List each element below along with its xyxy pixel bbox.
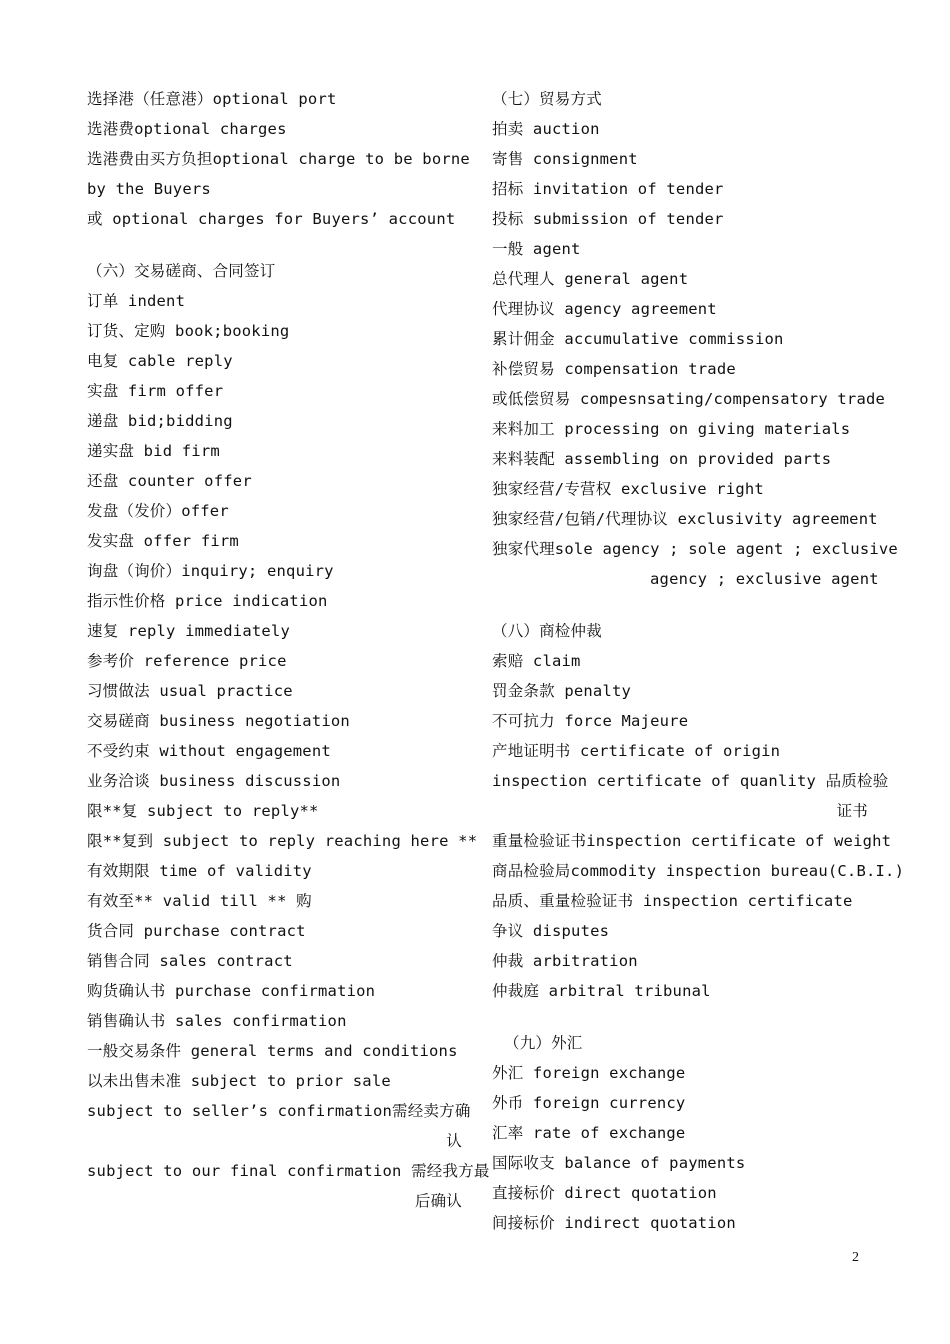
right-column bbox=[492, 84, 905, 1238]
glossary-entry: 总代理人 general agent bbox=[492, 270, 689, 288]
glossary-entry-continuation: agency ; exclusive agent bbox=[650, 570, 879, 588]
glossary-entry-continuation: 认 bbox=[446, 1132, 462, 1150]
glossary-entry: by the Buyers bbox=[87, 180, 211, 198]
glossary-entry: 货合同 purchase contract bbox=[87, 922, 306, 940]
glossary-entry: 外汇 foreign exchange bbox=[492, 1064, 686, 1082]
glossary-entry: 速复 reply immediately bbox=[87, 622, 290, 640]
glossary-entry: 一般 agent bbox=[492, 240, 581, 258]
glossary-entry: 争议 disputes bbox=[492, 922, 610, 940]
glossary-entry: 代理协议 agency agreement bbox=[492, 300, 717, 318]
section-heading: （八）商检仲裁 bbox=[492, 622, 602, 640]
glossary-entry-continuation: 证书 bbox=[836, 802, 868, 820]
glossary-entry: 商品检验局commodity inspection bureau(C.B.I.) bbox=[492, 862, 905, 880]
glossary-entry: 限**复到 subject to reply reaching here ** bbox=[87, 832, 478, 850]
glossary-entry: 订货、定购 book;booking bbox=[87, 322, 290, 340]
glossary-entry: 实盘 firm offer bbox=[87, 382, 224, 400]
glossary-entry: 索赔 claim bbox=[492, 652, 581, 670]
glossary-entry: 参考价 reference price bbox=[87, 652, 287, 670]
glossary-entry: 有效期限 time of validity bbox=[87, 862, 312, 880]
glossary-entry: 还盘 counter offer bbox=[87, 472, 252, 490]
glossary-entry: 销售确认书 sales confirmation bbox=[87, 1012, 347, 1030]
glossary-entry: 不受约束 without engagement bbox=[87, 742, 331, 760]
glossary-entry: 拍卖 auction bbox=[492, 120, 600, 138]
glossary-entry: 汇率 rate of exchange bbox=[492, 1124, 686, 1142]
glossary-entry: 不可抗力 force Majeure bbox=[492, 712, 689, 730]
glossary-entry: 以未出售未准 subject to prior sale bbox=[87, 1072, 391, 1090]
glossary-entry: 交易磋商 business negotiation bbox=[87, 712, 350, 730]
glossary-entry: 寄售 consignment bbox=[492, 150, 638, 168]
glossary-entry: 来料装配 assembling on provided parts bbox=[492, 450, 832, 468]
glossary-entry: 递盘 bid;bidding bbox=[87, 412, 233, 430]
glossary-entry: 指示性价格 price indication bbox=[87, 592, 328, 610]
glossary-entry: 订单 indent bbox=[87, 292, 186, 310]
glossary-entry: 补偿贸易 compensation trade bbox=[492, 360, 736, 378]
glossary-entry: 间接标价 indirect quotation bbox=[492, 1214, 736, 1232]
glossary-entry: 询盘（询价）inquiry; enquiry bbox=[87, 562, 334, 580]
glossary-entry: 或低偿贸易 compesnsating/compensatory trade bbox=[492, 390, 886, 408]
glossary-entry: 有效至** valid till ** 购 bbox=[87, 892, 312, 910]
glossary-entry-continuation: 后确认 bbox=[414, 1192, 462, 1210]
glossary-entry: 罚金条款 penalty bbox=[492, 682, 632, 700]
glossary-entry: 独家代理sole agency ; sole agent ; exclusive bbox=[492, 540, 898, 558]
glossary-entry: 独家经营/包销/代理协议 exclusivity agreement bbox=[492, 510, 878, 528]
section-heading: （七）贸易方式 bbox=[492, 90, 602, 108]
glossary-entry: 发盘（发价）offer bbox=[87, 502, 229, 520]
glossary-entry: 招标 invitation of tender bbox=[492, 180, 724, 198]
left-column bbox=[87, 84, 490, 1216]
glossary-entry: 递实盘 bid firm bbox=[87, 442, 220, 460]
glossary-entry: 一般交易条件 general terms and conditions bbox=[87, 1042, 458, 1060]
glossary-entry: inspection certificate of quanlity 品质检验 bbox=[492, 772, 889, 790]
glossary-entry: 发实盘 offer firm bbox=[87, 532, 239, 550]
glossary-entry: subject to our final confirmation 需经我方最 bbox=[87, 1162, 490, 1180]
glossary-entry: subject to seller’s confirmation需经卖方确 bbox=[87, 1102, 471, 1120]
glossary-entry: 国际收支 balance of payments bbox=[492, 1154, 746, 1172]
glossary-entry: 仲裁 arbitration bbox=[492, 952, 638, 970]
glossary-entry: 累计佣金 accumulative commission bbox=[492, 330, 784, 348]
glossary-entry: 习惯做法 usual practice bbox=[87, 682, 293, 700]
glossary-entry: 限**复 subject to reply** bbox=[87, 802, 319, 820]
glossary-entry: 重量检验证书inspection certificate of weight bbox=[492, 832, 892, 850]
glossary-entry: 选择港（任意港）optional port bbox=[87, 90, 337, 108]
glossary-entry: 电复 cable reply bbox=[87, 352, 233, 370]
glossary-entry: 产地证明书 certificate of origin bbox=[492, 742, 781, 760]
page-number: 2 bbox=[852, 1250, 859, 1265]
glossary-entry: 选港费由买方负担optional charge to be borne bbox=[87, 150, 470, 168]
glossary-entry: 来料加工 processing on giving materials bbox=[492, 420, 851, 438]
glossary-entry: 品质、重量检验证书 inspection certificate bbox=[492, 892, 853, 910]
glossary-entry: 外币 foreign currency bbox=[492, 1094, 686, 1112]
section-heading: （九）外汇 bbox=[504, 1034, 583, 1052]
glossary-entry: 销售合同 sales contract bbox=[87, 952, 293, 970]
glossary-entry: 仲裁庭 arbitral tribunal bbox=[492, 982, 711, 1000]
glossary-entry: 业务洽谈 business discussion bbox=[87, 772, 341, 790]
glossary-entry: 选港费optional charges bbox=[87, 120, 287, 138]
section-heading: （六）交易磋商、合同签订 bbox=[87, 262, 276, 280]
glossary-entry: 直接标价 direct quotation bbox=[492, 1184, 717, 1202]
glossary-entry: 独家经营/专营权 exclusive right bbox=[492, 480, 764, 498]
glossary-entry: 投标 submission of tender bbox=[492, 210, 724, 228]
glossary-entry: 或 optional charges for Buyers’ account bbox=[87, 210, 456, 228]
glossary-entry: 购货确认书 purchase confirmation bbox=[87, 982, 376, 1000]
